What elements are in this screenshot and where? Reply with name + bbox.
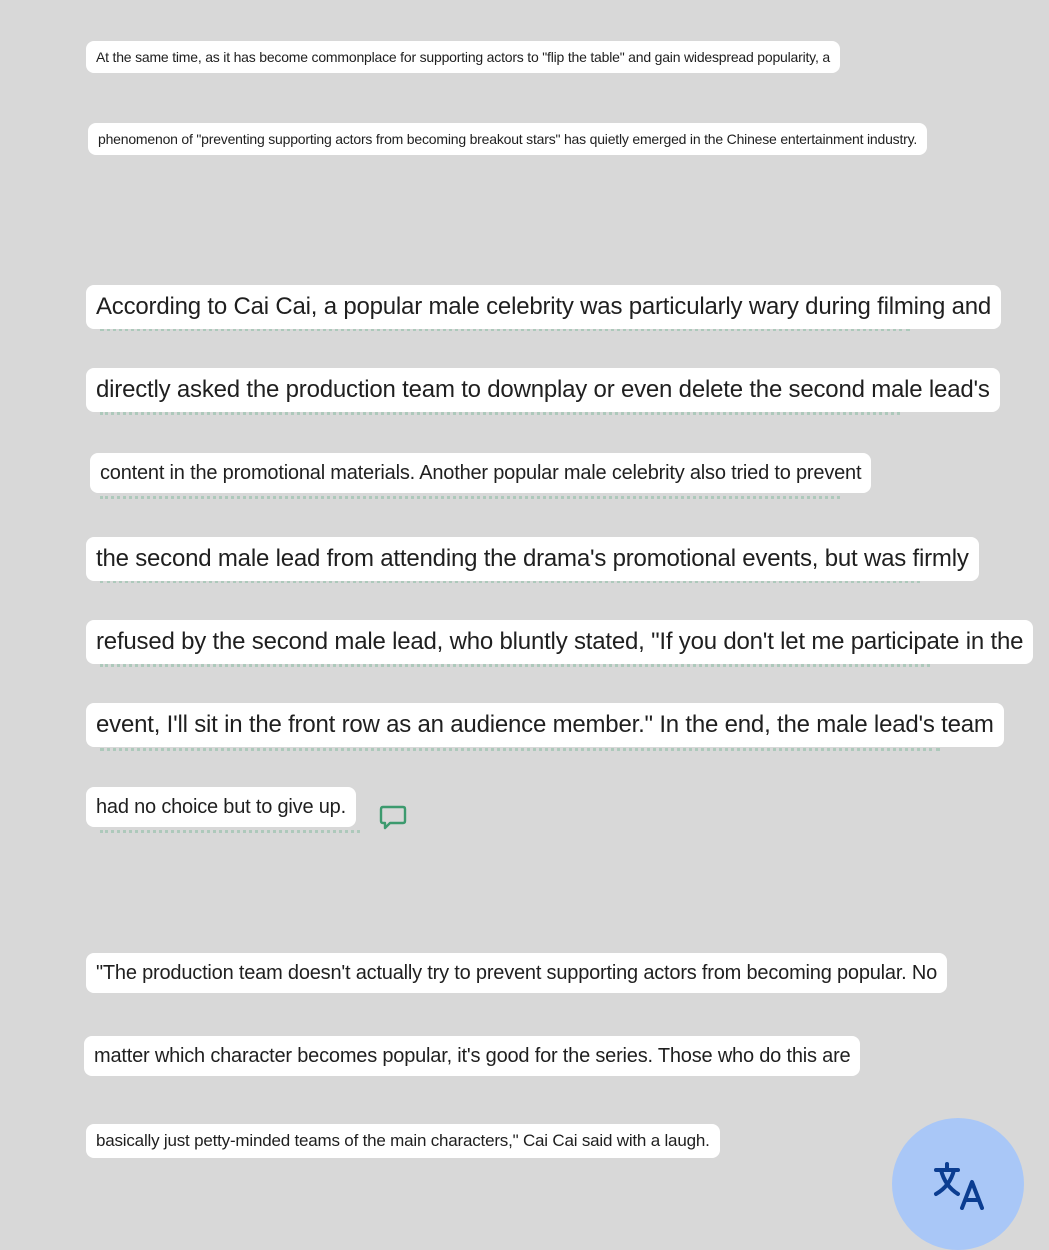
comment-icon[interactable] (379, 804, 407, 830)
translate-button[interactable] (892, 1118, 1024, 1250)
translated-text-line: had no choice but to give up. (86, 787, 356, 827)
underlying-text-trace (100, 664, 930, 673)
translated-text-line: directly asked the production team to downplay or even delete the second male lead's (86, 368, 1000, 412)
underlying-text-trace (100, 412, 900, 421)
translated-text-line: At the same time, as it has become commonplace for supporting actors to "flip the table" and gain widespread popularity, a (86, 41, 840, 73)
translated-text-line: the second male lead from attending the drama's promotional events, but was firmly (86, 537, 979, 581)
translated-text-line: According to Cai Cai, a popular male celebrity was particularly wary during filming and (86, 285, 1001, 329)
underlying-text-trace (100, 580, 920, 589)
translated-text-line: basically just petty-minded teams of the main characters," Cai Cai said with a laugh. (86, 1124, 720, 1158)
translated-text-line: event, I'll sit in the front row as an audience member." In the end, the male lead's team (86, 703, 1004, 747)
translated-text-line: phenomenon of "preventing supporting actors from becoming breakout stars" has quietly emerged in the Chinese entertainment industry. (88, 123, 927, 155)
underlying-text-trace (100, 830, 360, 839)
translated-text-line: content in the promotional materials. Another popular male celebrity also tried to prevent (90, 453, 871, 493)
translated-text-line: refused by the second male lead, who bluntly stated, "If you don't let me participate in the (86, 620, 1033, 664)
translated-text-line: matter which character becomes popular, it's good for the series. Those who do this are (84, 1036, 860, 1076)
underlying-text-trace (100, 748, 940, 757)
underlying-text-trace (100, 496, 840, 505)
translated-text-line: "The production team doesn't actually try to prevent supporting actors from becoming popular. No (86, 953, 947, 993)
underlying-text-trace (100, 328, 910, 337)
translate-icon (932, 1160, 988, 1210)
